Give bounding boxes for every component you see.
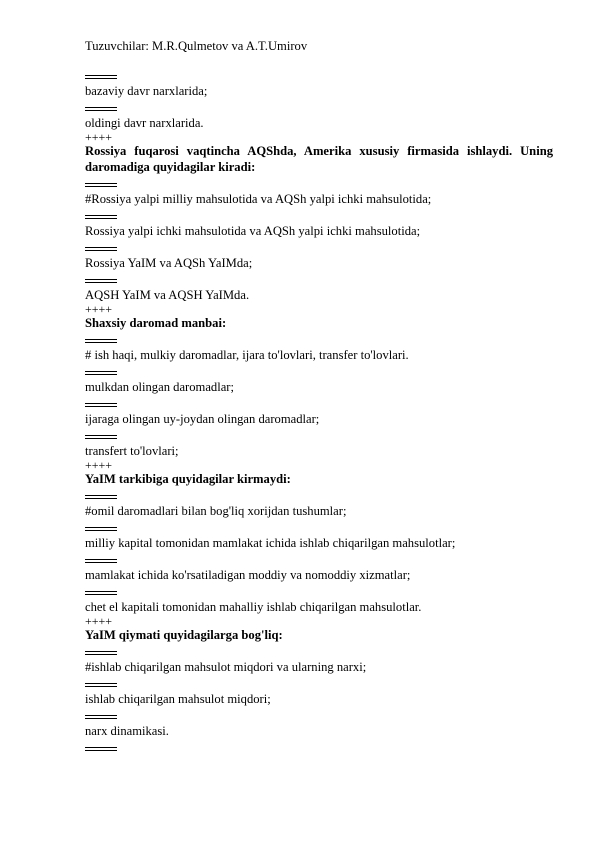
question-text: YaIM tarkibiga quyidagilar kirmaydi: bbox=[85, 472, 291, 486]
test-content bbox=[85, 67, 553, 755]
answer-option: milliy kapital tomonidan mamlakat ichida ishlab chiqarilgan mahsulotlar; bbox=[85, 536, 456, 550]
question-text: Rossiya fuqarosi vaqtincha AQShda, Amerika xususiy firmasida ishlaydi. Uning daromadiga quyidagilar kiradi: bbox=[85, 144, 553, 174]
question-text: Shaxsiy daromad manbai: bbox=[85, 316, 227, 330]
separator-line bbox=[85, 67, 553, 83]
separator-line bbox=[85, 519, 553, 535]
question-delimiter: ++++ bbox=[85, 130, 113, 144]
answer-option: #ishlab chiqarilgan mahsulot miqdori va ularning narxi; bbox=[85, 660, 367, 674]
question-delimiter: ++++ bbox=[85, 302, 113, 316]
answer-option: #Rossiya yalpi milliy mahsulotida va AQSh yalpi ichki mahsulotida; bbox=[85, 192, 432, 206]
answer-option: transfert to'lovlari; bbox=[85, 444, 179, 458]
separator-line bbox=[85, 271, 553, 287]
answer-option: oldingi davr narxlarida. bbox=[85, 116, 204, 130]
separator-line bbox=[85, 239, 553, 255]
separator-line bbox=[85, 487, 553, 503]
separator-line bbox=[85, 395, 553, 411]
separator-line bbox=[85, 363, 553, 379]
separator-line bbox=[85, 551, 553, 567]
separator-line bbox=[85, 583, 553, 599]
answer-option: AQSH YaIM va AQSH YaIMda. bbox=[85, 288, 250, 302]
answer-option: bazaviy davr narxlarida; bbox=[85, 84, 208, 98]
answer-option: chet el kapitali tomonidan mahalliy ishlab chiqarilgan mahsulotlar. bbox=[85, 600, 422, 614]
separator-line bbox=[85, 643, 553, 659]
answer-option: mamlakat ichida ko'rsatiladigan moddiy va nomoddiy xizmatlar; bbox=[85, 568, 411, 582]
separator-line bbox=[85, 675, 553, 691]
answer-option: ishlab chiqarilgan mahsulot miqdori; bbox=[85, 692, 271, 706]
document-page bbox=[85, 38, 553, 755]
separator-line bbox=[85, 207, 553, 223]
answer-option: # ish haqi, mulkiy daromadlar, ijara to'lovlari, transfer to'lovlari. bbox=[85, 348, 409, 362]
question-delimiter: ++++ bbox=[85, 458, 113, 472]
question-delimiter: ++++ bbox=[85, 614, 113, 628]
separator-line bbox=[85, 427, 553, 443]
answer-option: Rossiya YaIM va AQSh YaIMda; bbox=[85, 256, 253, 270]
separator-line bbox=[85, 331, 553, 347]
separator-line bbox=[85, 175, 553, 191]
answer-option: mulkdan olingan daromadlar; bbox=[85, 380, 234, 394]
separator-line bbox=[85, 707, 553, 723]
separator-line bbox=[85, 739, 553, 755]
document-header: Tuzuvchilar: M.R.Qulmetov va A.T.Umirov bbox=[85, 39, 308, 53]
question-text: YaIM qiymati quyidagilarga bog'liq: bbox=[85, 628, 283, 642]
separator-line bbox=[85, 99, 553, 115]
answer-option: Rossiya yalpi ichki mahsulotida va AQSh yalpi ichki mahsulotida; bbox=[85, 224, 421, 238]
answer-option: narx dinamikasi. bbox=[85, 724, 169, 738]
answer-option: #omil daromadlari bilan bog'liq xorijdan tushumlar; bbox=[85, 504, 347, 518]
answer-option: ijaraga olingan uy-joydan olingan daromadlar; bbox=[85, 412, 320, 426]
